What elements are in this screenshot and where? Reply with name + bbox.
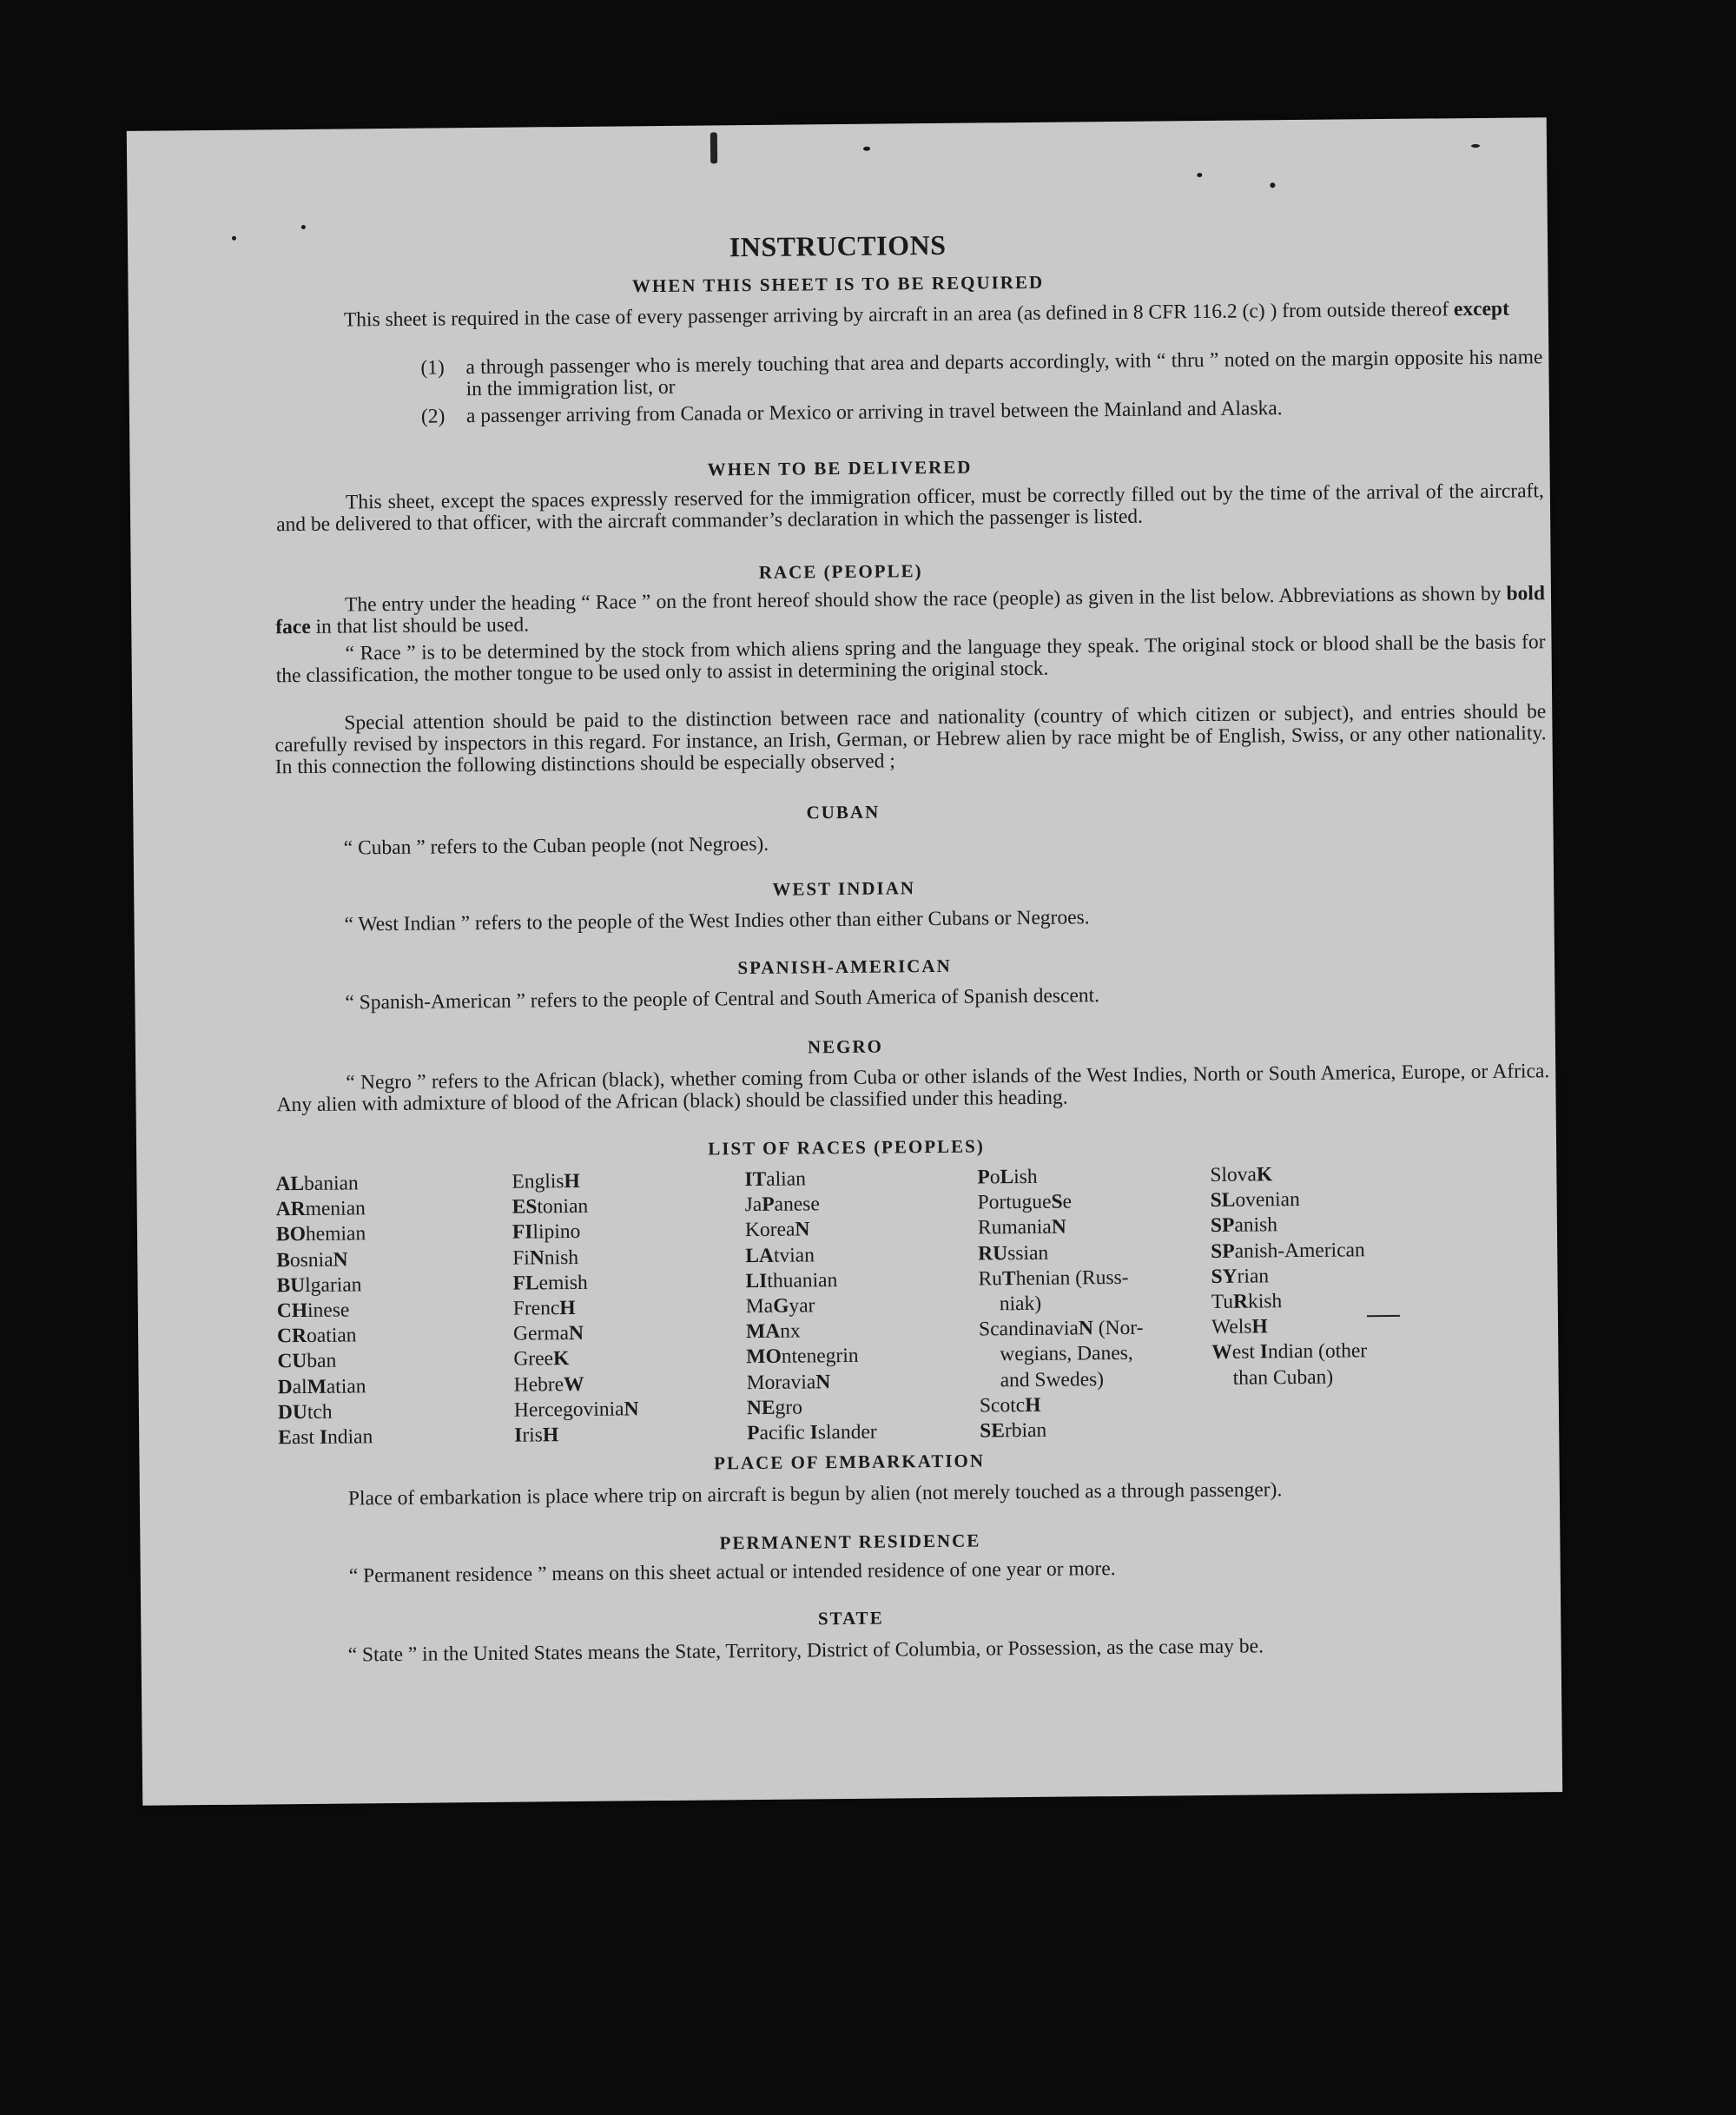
- paragraph-text: “ Cuban ” refers to the Cuban people (not Negroes).: [343, 832, 769, 860]
- race-text: Englis: [512, 1170, 564, 1193]
- section-heading-when-delivered: WHEN TO BE DELIVERED: [707, 456, 973, 480]
- race-entry: [513, 1319, 739, 1347]
- race-text: Portugue: [977, 1190, 1052, 1214]
- race-text: ntenegrin: [781, 1345, 859, 1369]
- races-column: [744, 1166, 973, 1447]
- race-entry: [276, 1272, 502, 1299]
- race-text: menian: [305, 1197, 366, 1221]
- race-text: Scandinavia: [978, 1317, 1079, 1341]
- race-entry: [1211, 1364, 1420, 1391]
- race-entry: [745, 1266, 971, 1294]
- race-text: Slova: [1210, 1163, 1257, 1186]
- race-text: alian: [766, 1167, 807, 1191]
- paragraph-when-required: [274, 298, 1542, 332]
- race-text: ndian (other: [1267, 1339, 1368, 1364]
- race-entry: [745, 1191, 971, 1219]
- race-entry: [979, 1341, 1183, 1368]
- race-entry: [512, 1269, 738, 1297]
- paragraph-west-indian: [274, 902, 1548, 936]
- race-entry: [747, 1368, 973, 1396]
- race-abbreviation: SE: [980, 1419, 1006, 1443]
- race-abbreviation: P: [747, 1421, 760, 1445]
- race-entry: [744, 1166, 970, 1193]
- race-entry: [746, 1343, 972, 1371]
- race-abbreviation: H: [564, 1169, 580, 1193]
- race-text: ish: [1013, 1165, 1038, 1189]
- paragraph-spanish-american: [275, 981, 1548, 1015]
- race-entry: [1211, 1237, 1419, 1265]
- item-text: a through passenger who is merely touching that area and departs accordingly, with “ thru ” noted on the margin opposite his name in the immigration list, or: [465, 346, 1543, 401]
- race-entry: [980, 1417, 1184, 1444]
- race-text: atian: [326, 1374, 366, 1398]
- race-text: kish: [1247, 1290, 1283, 1313]
- race-abbreviation: N: [1078, 1317, 1094, 1340]
- race-text: gro: [775, 1396, 803, 1419]
- race-abbreviation: N: [624, 1398, 639, 1421]
- race-abbreviation: N: [1051, 1215, 1066, 1239]
- race-entry: [747, 1393, 973, 1421]
- race-text: ast: [291, 1425, 320, 1450]
- scan-speck: [1270, 182, 1275, 188]
- document-sheet: [127, 117, 1562, 1806]
- race-entry: [1211, 1288, 1420, 1316]
- race-abbreviation: FI: [512, 1220, 533, 1245]
- paragraph-cuban: [274, 826, 1548, 860]
- races-column: [512, 1167, 740, 1449]
- race-abbreviation: LI: [745, 1269, 768, 1292]
- scan-speck: [863, 147, 870, 151]
- race-entry: [513, 1345, 739, 1373]
- bold-text: bold face: [275, 582, 1546, 639]
- race-text: hemian: [305, 1222, 366, 1246]
- paragraph-text: “ West Indian ” refers to the people of the West Indies other than either Cubans or Negroes.: [344, 906, 1090, 936]
- race-text: tvian: [773, 1243, 815, 1267]
- race-text: Tu: [1211, 1290, 1234, 1313]
- paragraph-race-1: [275, 583, 1545, 638]
- race-abbreviation: H: [1025, 1393, 1041, 1417]
- race-text: o: [989, 1166, 1000, 1189]
- race-abbreviation: K: [552, 1347, 570, 1371]
- race-text: wegians, Danes,: [1000, 1342, 1133, 1366]
- race-entry: [514, 1371, 740, 1398]
- paragraph-text: This sheet, except the spaces expressly reserved for the immigration officer, must be correctly filled out by the time of the arrival of the aircraft, and be delivered to that officer, with the aircraft commander’s declaration in which the passenger is listed.: [276, 479, 1544, 537]
- section-heading-cuban: CUBAN: [806, 801, 881, 823]
- race-text: oatian: [306, 1324, 357, 1348]
- race-text: Hercegovinia: [513, 1398, 624, 1422]
- race-entry: [745, 1241, 971, 1269]
- scan-speck: [301, 225, 306, 229]
- races-column: [1210, 1161, 1421, 1391]
- race-text: e: [1062, 1190, 1073, 1213]
- paragraph-race-2: [275, 631, 1545, 687]
- paragraph-text: in that list should be used.: [315, 613, 530, 638]
- section-heading-embarkation: PLACE OF EMBARKATION: [713, 1450, 986, 1474]
- page-title: INSTRUCTIONS: [729, 228, 947, 263]
- race-abbreviation: D: [277, 1375, 293, 1398]
- paragraph-negro: [276, 1061, 1549, 1116]
- race-abbreviation: N: [529, 1246, 545, 1270]
- paragraph-residence: [280, 1554, 1554, 1588]
- race-text: est: [1231, 1340, 1260, 1365]
- section-heading-west-indian: WEST INDIAN: [772, 877, 916, 900]
- race-abbreviation: FL: [512, 1272, 539, 1295]
- race-text: lgarian: [305, 1273, 362, 1297]
- races-column: [275, 1170, 504, 1451]
- race-entry: [1211, 1262, 1419, 1290]
- race-abbreviation: H: [559, 1297, 576, 1320]
- race-abbreviation: RU: [978, 1241, 1008, 1266]
- race-abbreviation: P: [977, 1166, 990, 1189]
- race-abbreviation: G: [773, 1294, 789, 1318]
- race-text: Moravia: [746, 1370, 816, 1394]
- races-column: [977, 1163, 1184, 1444]
- race-text: Ru: [978, 1267, 1003, 1291]
- race-entry: [979, 1315, 1183, 1342]
- race-entry: [277, 1322, 503, 1350]
- race-abbreviation: N: [333, 1248, 348, 1272]
- race-text: rian: [1237, 1265, 1270, 1288]
- race-entry: [1210, 1161, 1418, 1189]
- race-abbreviation: ES: [512, 1195, 538, 1219]
- race-text: nish: [544, 1246, 579, 1269]
- race-entry: [275, 1170, 501, 1198]
- race-entry: [1211, 1313, 1420, 1341]
- race-text: tch: [307, 1400, 333, 1424]
- race-entry: [514, 1396, 740, 1424]
- race-entry: [977, 1163, 1181, 1190]
- race-entry: [746, 1292, 972, 1320]
- race-abbreviation: I: [1259, 1340, 1269, 1364]
- scan-speck: [1471, 144, 1480, 148]
- race-abbreviation: K: [1256, 1163, 1273, 1186]
- race-abbreviation: AL: [275, 1172, 305, 1196]
- race-abbreviation: I: [514, 1424, 523, 1447]
- race-text: al: [292, 1375, 307, 1398]
- paragraph-race-3: [274, 701, 1547, 778]
- race-abbreviation: N: [815, 1370, 831, 1393]
- race-entry: [277, 1347, 503, 1375]
- section-heading-list-of-races: LIST OF RACES (PEOPLES): [708, 1135, 985, 1160]
- race-entry: [1211, 1212, 1419, 1239]
- race-abbreviation: H: [1251, 1315, 1268, 1338]
- race-entry: [745, 1216, 971, 1244]
- race-entry: [512, 1219, 738, 1246]
- race-text: acific: [759, 1421, 810, 1444]
- race-text: Hebre: [513, 1372, 564, 1397]
- scan-mark: [710, 132, 717, 163]
- race-text: ovenian: [1235, 1188, 1300, 1212]
- scan-speck: [1197, 173, 1202, 177]
- race-abbreviation: DU: [277, 1400, 308, 1424]
- race-abbreviation: M: [307, 1375, 327, 1398]
- race-text: (Nor-: [1092, 1316, 1144, 1340]
- item-number: (2): [420, 405, 446, 428]
- race-abbreviation: B: [276, 1248, 291, 1272]
- race-entry: [978, 1214, 1182, 1241]
- section-heading-spanish-american: SPANISH-AMERICAN: [737, 955, 952, 979]
- paragraph-text: The entry under the heading “ Race ” on the front hereof should show the race (people) as given in the list below. Abbreviations as shown by: [344, 582, 1502, 617]
- race-abbreviation: I: [319, 1425, 328, 1449]
- race-text: Fi: [512, 1246, 530, 1270]
- race-entry: [277, 1297, 503, 1325]
- race-text: lipino: [532, 1220, 581, 1244]
- race-abbreviation: SP: [1211, 1239, 1235, 1263]
- race-abbreviation: P: [762, 1193, 775, 1217]
- race-entry: [978, 1265, 1182, 1292]
- section-heading-state: STATE: [817, 1607, 884, 1629]
- race-text: Gree: [513, 1347, 554, 1371]
- paragraph-text: “ State ” in the United States means the State, Territory, District of Columbia, or Possession, as the case may be.: [347, 1635, 1264, 1667]
- race-abbreviation: SY: [1211, 1265, 1238, 1288]
- paragraph-text: “ Permanent residence ” means on this sheet actual or intended residence of one year or more.: [348, 1557, 1116, 1588]
- race-text: ris: [522, 1424, 544, 1447]
- race-text: osnia: [289, 1248, 333, 1272]
- race-abbreviation: LA: [745, 1244, 775, 1267]
- race-entry: [512, 1167, 737, 1195]
- race-text: thuanian: [767, 1268, 838, 1292]
- race-abbreviation: W: [1211, 1341, 1232, 1365]
- list-item: [421, 395, 1543, 449]
- race-abbreviation: N: [795, 1218, 810, 1241]
- item-text: a passenger arriving from Canada or Mexico or arriving in travel between the Mainland and Alaska.: [465, 397, 1283, 428]
- race-entry: [978, 1239, 1182, 1266]
- race-text: Germa: [512, 1322, 570, 1345]
- race-entry: [746, 1318, 972, 1345]
- paragraph-text: “ Negro ” refers to the African (black), whether coming from Cuba or other islands of the West Indies, North or South America, Europe, or Africa. Any alien with admixture of blood of the African (black) should be classified under this heading.: [276, 1060, 1550, 1117]
- race-abbreviation: IT: [744, 1167, 767, 1192]
- race-entry: [514, 1421, 740, 1449]
- race-abbreviation: T: [1001, 1266, 1016, 1291]
- race-abbreviation: MA: [745, 1319, 781, 1344]
- races-list: [275, 1160, 1553, 1450]
- race-abbreviation: R: [1232, 1290, 1249, 1313]
- race-abbreviation: I: [809, 1421, 818, 1444]
- race-abbreviation: W: [563, 1372, 584, 1396]
- paragraph-embarkation: [279, 1474, 1554, 1513]
- race-abbreviation: CR: [276, 1325, 307, 1348]
- race-abbreviation: S: [1051, 1190, 1063, 1213]
- section-heading-race: RACE (PEOPLE): [758, 560, 923, 583]
- race-abbreviation: AR: [275, 1198, 306, 1221]
- race-text: anish: [1234, 1213, 1278, 1238]
- paragraph-text: This sheet is required in the case of every passenger arriving by aircraft in an area (as defined in 8 CFR 116.2 (c) ) from outside thereof: [343, 298, 1449, 332]
- race-abbreviation: CU: [277, 1350, 307, 1373]
- race-entry: [513, 1294, 739, 1322]
- bold-text: except: [1453, 297, 1510, 321]
- race-entry: [980, 1366, 1184, 1393]
- section-heading-negro: NEGRO: [807, 1035, 884, 1058]
- race-entry: [1211, 1186, 1419, 1214]
- race-text: ssian: [1007, 1241, 1049, 1265]
- race-text: yar: [789, 1294, 815, 1318]
- race-abbreviation: SP: [1210, 1214, 1235, 1238]
- race-abbreviation: MO: [746, 1345, 782, 1369]
- paragraph-text: Special attention should be paid to the distinction between race and nationality (country of which citizen or subject), and entries should be carefully revised by inspectors in this regard. For instance, an Irish, German, or Hebrew alien by race might be of English, Swiss, or any other nationality. In this connection the following distinctions should be especially observed ;: [274, 700, 1547, 779]
- race-text: nx: [780, 1319, 801, 1343]
- race-entry: [512, 1193, 738, 1220]
- race-entry: [512, 1244, 738, 1272]
- race-entry: [278, 1372, 504, 1400]
- paragraph-text: Place of embarkation is place where trip on aircraft is begun by alien (not merely touched as a through passenger).: [347, 1478, 1283, 1510]
- race-entry: [276, 1220, 502, 1248]
- paragraph-text: “ Race ” is to be determined by the stock from which aliens spring and the language they speak. The original stock or blood shall be the basis for the classification, the mother tongue to be used only to assist in determining the original stock.: [275, 631, 1546, 688]
- race-text: Rumania: [977, 1216, 1052, 1239]
- list-item: [420, 347, 1542, 400]
- race-text: Scotc: [979, 1393, 1026, 1418]
- race-text: inese: [307, 1299, 350, 1322]
- race-entry: [278, 1424, 504, 1451]
- race-abbreviation: BO: [275, 1223, 307, 1246]
- race-entry: [276, 1195, 502, 1223]
- race-entry: [747, 1419, 973, 1447]
- race-text: Ja: [744, 1193, 762, 1217]
- race-text: Frenc: [512, 1297, 560, 1320]
- race-text: emish: [538, 1271, 588, 1295]
- paragraph-when-delivered: [276, 480, 1544, 536]
- race-entry: [1211, 1338, 1420, 1366]
- race-abbreviation: SL: [1210, 1188, 1236, 1213]
- race-entry: [278, 1398, 504, 1426]
- race-text: than Cuban): [1232, 1365, 1334, 1390]
- race-abbreviation: E: [278, 1426, 293, 1450]
- race-entry: [276, 1246, 502, 1273]
- race-text: ban: [307, 1350, 337, 1373]
- race-text: ndian: [327, 1425, 373, 1449]
- race-abbreviation: H: [542, 1424, 559, 1447]
- paragraph-state: [278, 1630, 1554, 1669]
- race-abbreviation: CH: [276, 1299, 308, 1323]
- race-text: niak): [999, 1292, 1042, 1316]
- race-abbreviation: N: [568, 1322, 584, 1345]
- race-abbreviation: L: [1000, 1166, 1014, 1189]
- paragraph-text: “ Spanish-American ” refers to the people of Central and South America of Spanish descent.: [345, 984, 1100, 1015]
- race-text: anish-American: [1234, 1238, 1365, 1263]
- section-heading-when-required: WHEN THIS SHEET IS TO BE REQUIRED: [631, 271, 1045, 297]
- race-text: Korea: [744, 1218, 795, 1242]
- race-abbreviation: BU: [276, 1273, 306, 1298]
- race-text: Wels: [1211, 1315, 1252, 1339]
- race-text: henian (Russ-: [1015, 1266, 1129, 1290]
- race-entry: [978, 1188, 1182, 1215]
- race-text: banian: [303, 1172, 359, 1195]
- race-text: anese: [774, 1193, 820, 1216]
- section-heading-residence: PERMANENT RESIDENCE: [719, 1530, 981, 1554]
- race-text: Ma: [745, 1294, 774, 1319]
- race-abbreviation: NE: [746, 1396, 776, 1419]
- race-text: tonian: [537, 1195, 589, 1219]
- race-text: and Swedes): [1000, 1367, 1105, 1391]
- race-entry: [980, 1391, 1184, 1418]
- race-text: rbian: [1004, 1418, 1047, 1443]
- race-text: slander: [817, 1420, 877, 1444]
- race-entry: [979, 1290, 1183, 1317]
- item-number: (1): [420, 356, 445, 380]
